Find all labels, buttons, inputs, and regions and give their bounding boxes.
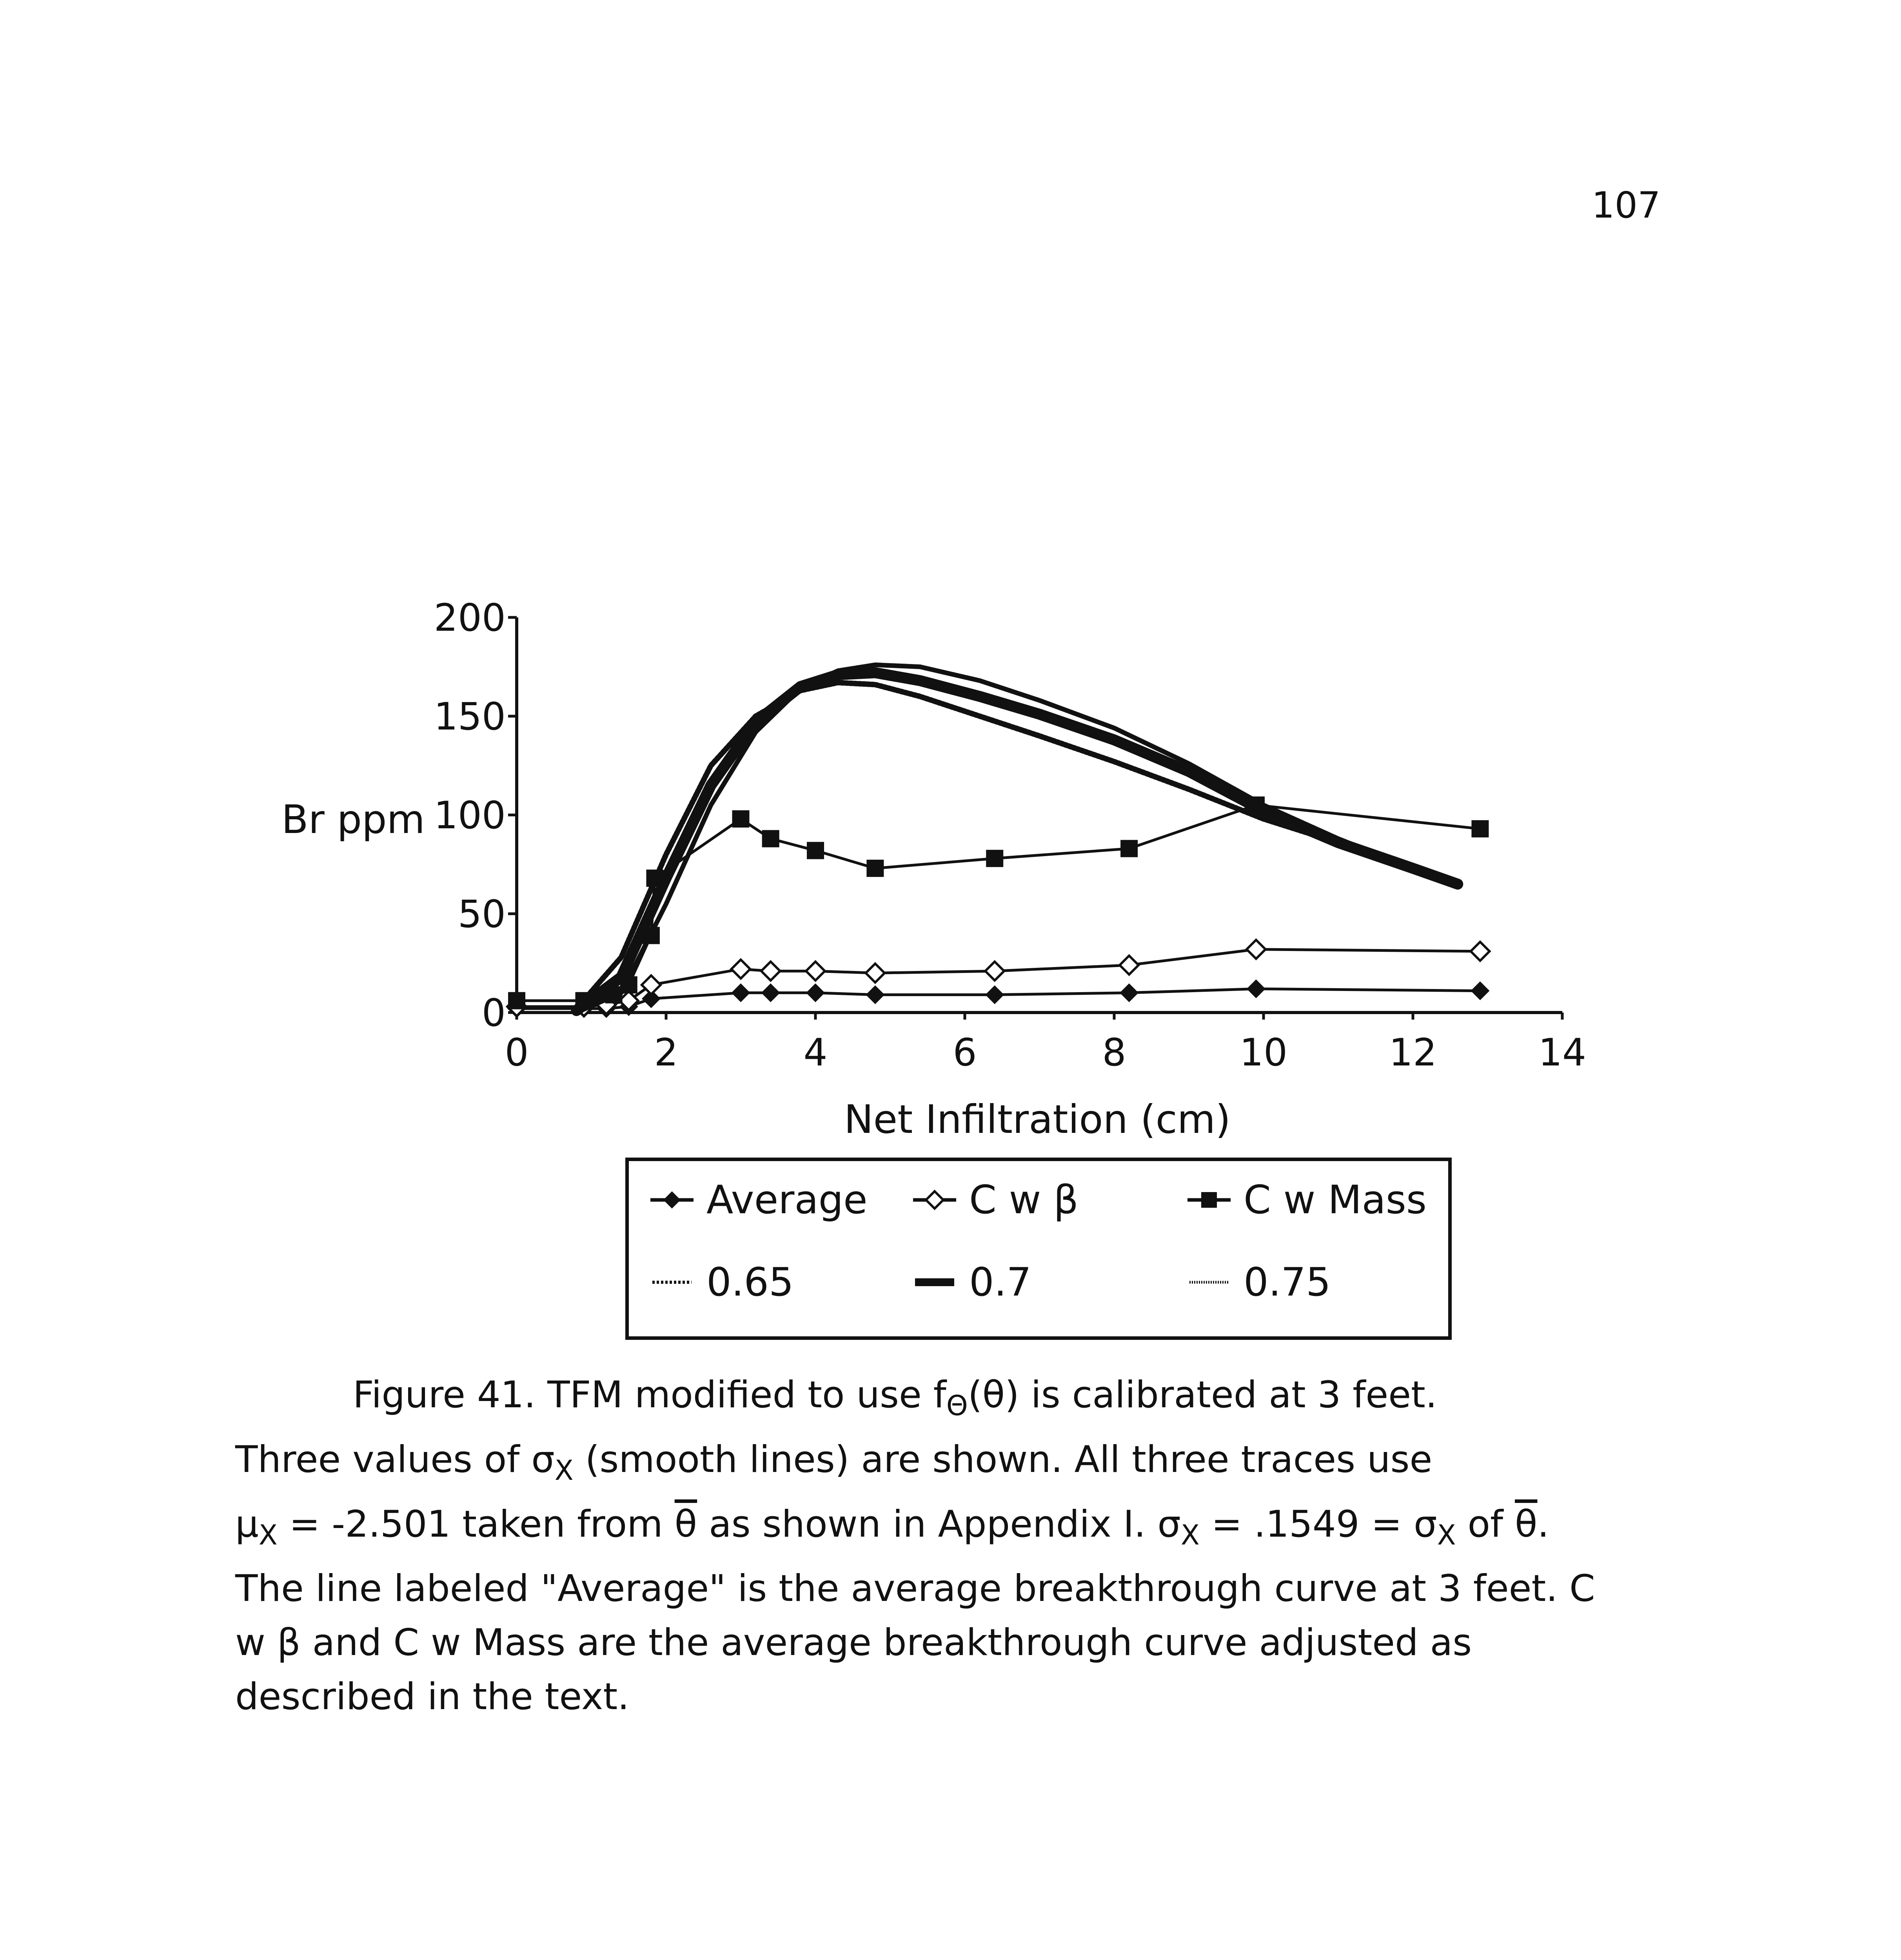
y-tick-label: 100 [434, 793, 506, 837]
data-point [866, 985, 884, 1004]
x-tick-label: 6 [953, 1031, 977, 1074]
legend-item-average [648, 1177, 868, 1223]
data-point [1471, 820, 1489, 837]
x-tick-label: 12 [1389, 1031, 1437, 1074]
data-point [1471, 942, 1489, 961]
y-axis-label: Br ppm [281, 797, 425, 842]
y-tick-label: 0 [481, 991, 506, 1035]
legend-item-c-w-mass [1186, 1177, 1427, 1223]
x-tick-label: 2 [654, 1031, 678, 1074]
legend-label: C w Mass [1244, 1177, 1427, 1223]
caption-line: $\mu_X = -2.501$ taken from $\overline{\theta}$ as shown in Appendix I. $\sigma_X = .1549 = \sigma_X$ of $\overline{\theta}$. [235, 1503, 1549, 1551]
data-point [642, 975, 661, 994]
legend-item-0-65 [648, 1259, 794, 1305]
thin-hatched-line-icon [1186, 1270, 1233, 1294]
data-point [866, 964, 884, 982]
data-point [985, 985, 1004, 1004]
legend-label: 0.65 [706, 1259, 794, 1305]
y-tick-labels [434, 596, 506, 1035]
data-point [806, 984, 825, 1002]
data-point [1247, 940, 1266, 959]
data-point [986, 850, 1003, 867]
open-diamond-marker-icon [911, 1188, 958, 1212]
x-tick-label: 8 [1102, 1031, 1126, 1074]
filled-diamond-marker-icon [648, 1188, 695, 1212]
y-tick-label: 50 [458, 892, 506, 936]
series-0-65 [576, 682, 1458, 1009]
data-point [1471, 982, 1489, 1000]
caption-line: w β and C w Mass are the average breakthrough curve adjusted as [235, 1621, 1472, 1664]
data-point [732, 984, 750, 1002]
x-tick-label: 0 [505, 1031, 529, 1074]
series-line [576, 682, 1458, 1009]
figure-caption [235, 1368, 1647, 1724]
data-point [985, 962, 1004, 980]
legend-item-0-7 [911, 1259, 1031, 1305]
caption-line: Three values of $\sigma_X$ (smooth lines) are shown. All three traces use [235, 1438, 1433, 1486]
data-point [762, 830, 779, 847]
legend-label: C w β [969, 1177, 1079, 1223]
filled-square-marker-icon [1186, 1188, 1233, 1212]
thin-dotted-line-icon [648, 1270, 695, 1294]
data-point [732, 960, 750, 978]
data-point [761, 984, 780, 1002]
y-tick-label: 200 [434, 596, 506, 640]
data-point [732, 810, 750, 828]
data-point [866, 860, 884, 877]
x-tick-label: 14 [1538, 1031, 1587, 1074]
legend [625, 1158, 1452, 1340]
caption-line: Figure 41. TFM modified to use $f_\Theta(\theta)$ is calibrated at 3 feet. [353, 1374, 1437, 1422]
legend-item-c-w-beta [911, 1177, 1079, 1223]
legend-item-0-75 [1186, 1259, 1331, 1305]
plot-area [507, 665, 1489, 1018]
caption-line: The line labeled "Average" is the average breakthrough curve at 3 feet. C [235, 1567, 1595, 1610]
data-point [1120, 840, 1138, 857]
data-point [1120, 956, 1138, 975]
x-tick-label: 4 [803, 1031, 828, 1074]
data-point [508, 992, 525, 1009]
y-tick-label: 150 [434, 695, 506, 739]
page-number: 107 [1592, 184, 1661, 226]
data-point [1120, 984, 1138, 1002]
thick-line-icon [911, 1270, 958, 1294]
data-point [807, 842, 824, 859]
legend-label: 0.7 [969, 1259, 1032, 1305]
data-point [1247, 980, 1266, 998]
x-tick-labels [505, 1031, 1586, 1074]
x-tick-label: 10 [1239, 1031, 1288, 1074]
data-point [761, 962, 780, 980]
x-axis-label: Net Infiltration (cm) [844, 1096, 1231, 1142]
legend-label: 0.75 [1244, 1259, 1331, 1305]
legend-label: Average [706, 1177, 868, 1223]
chart-axes [508, 617, 1562, 1020]
caption-line: described in the text. [235, 1675, 630, 1719]
data-point [806, 962, 825, 980]
